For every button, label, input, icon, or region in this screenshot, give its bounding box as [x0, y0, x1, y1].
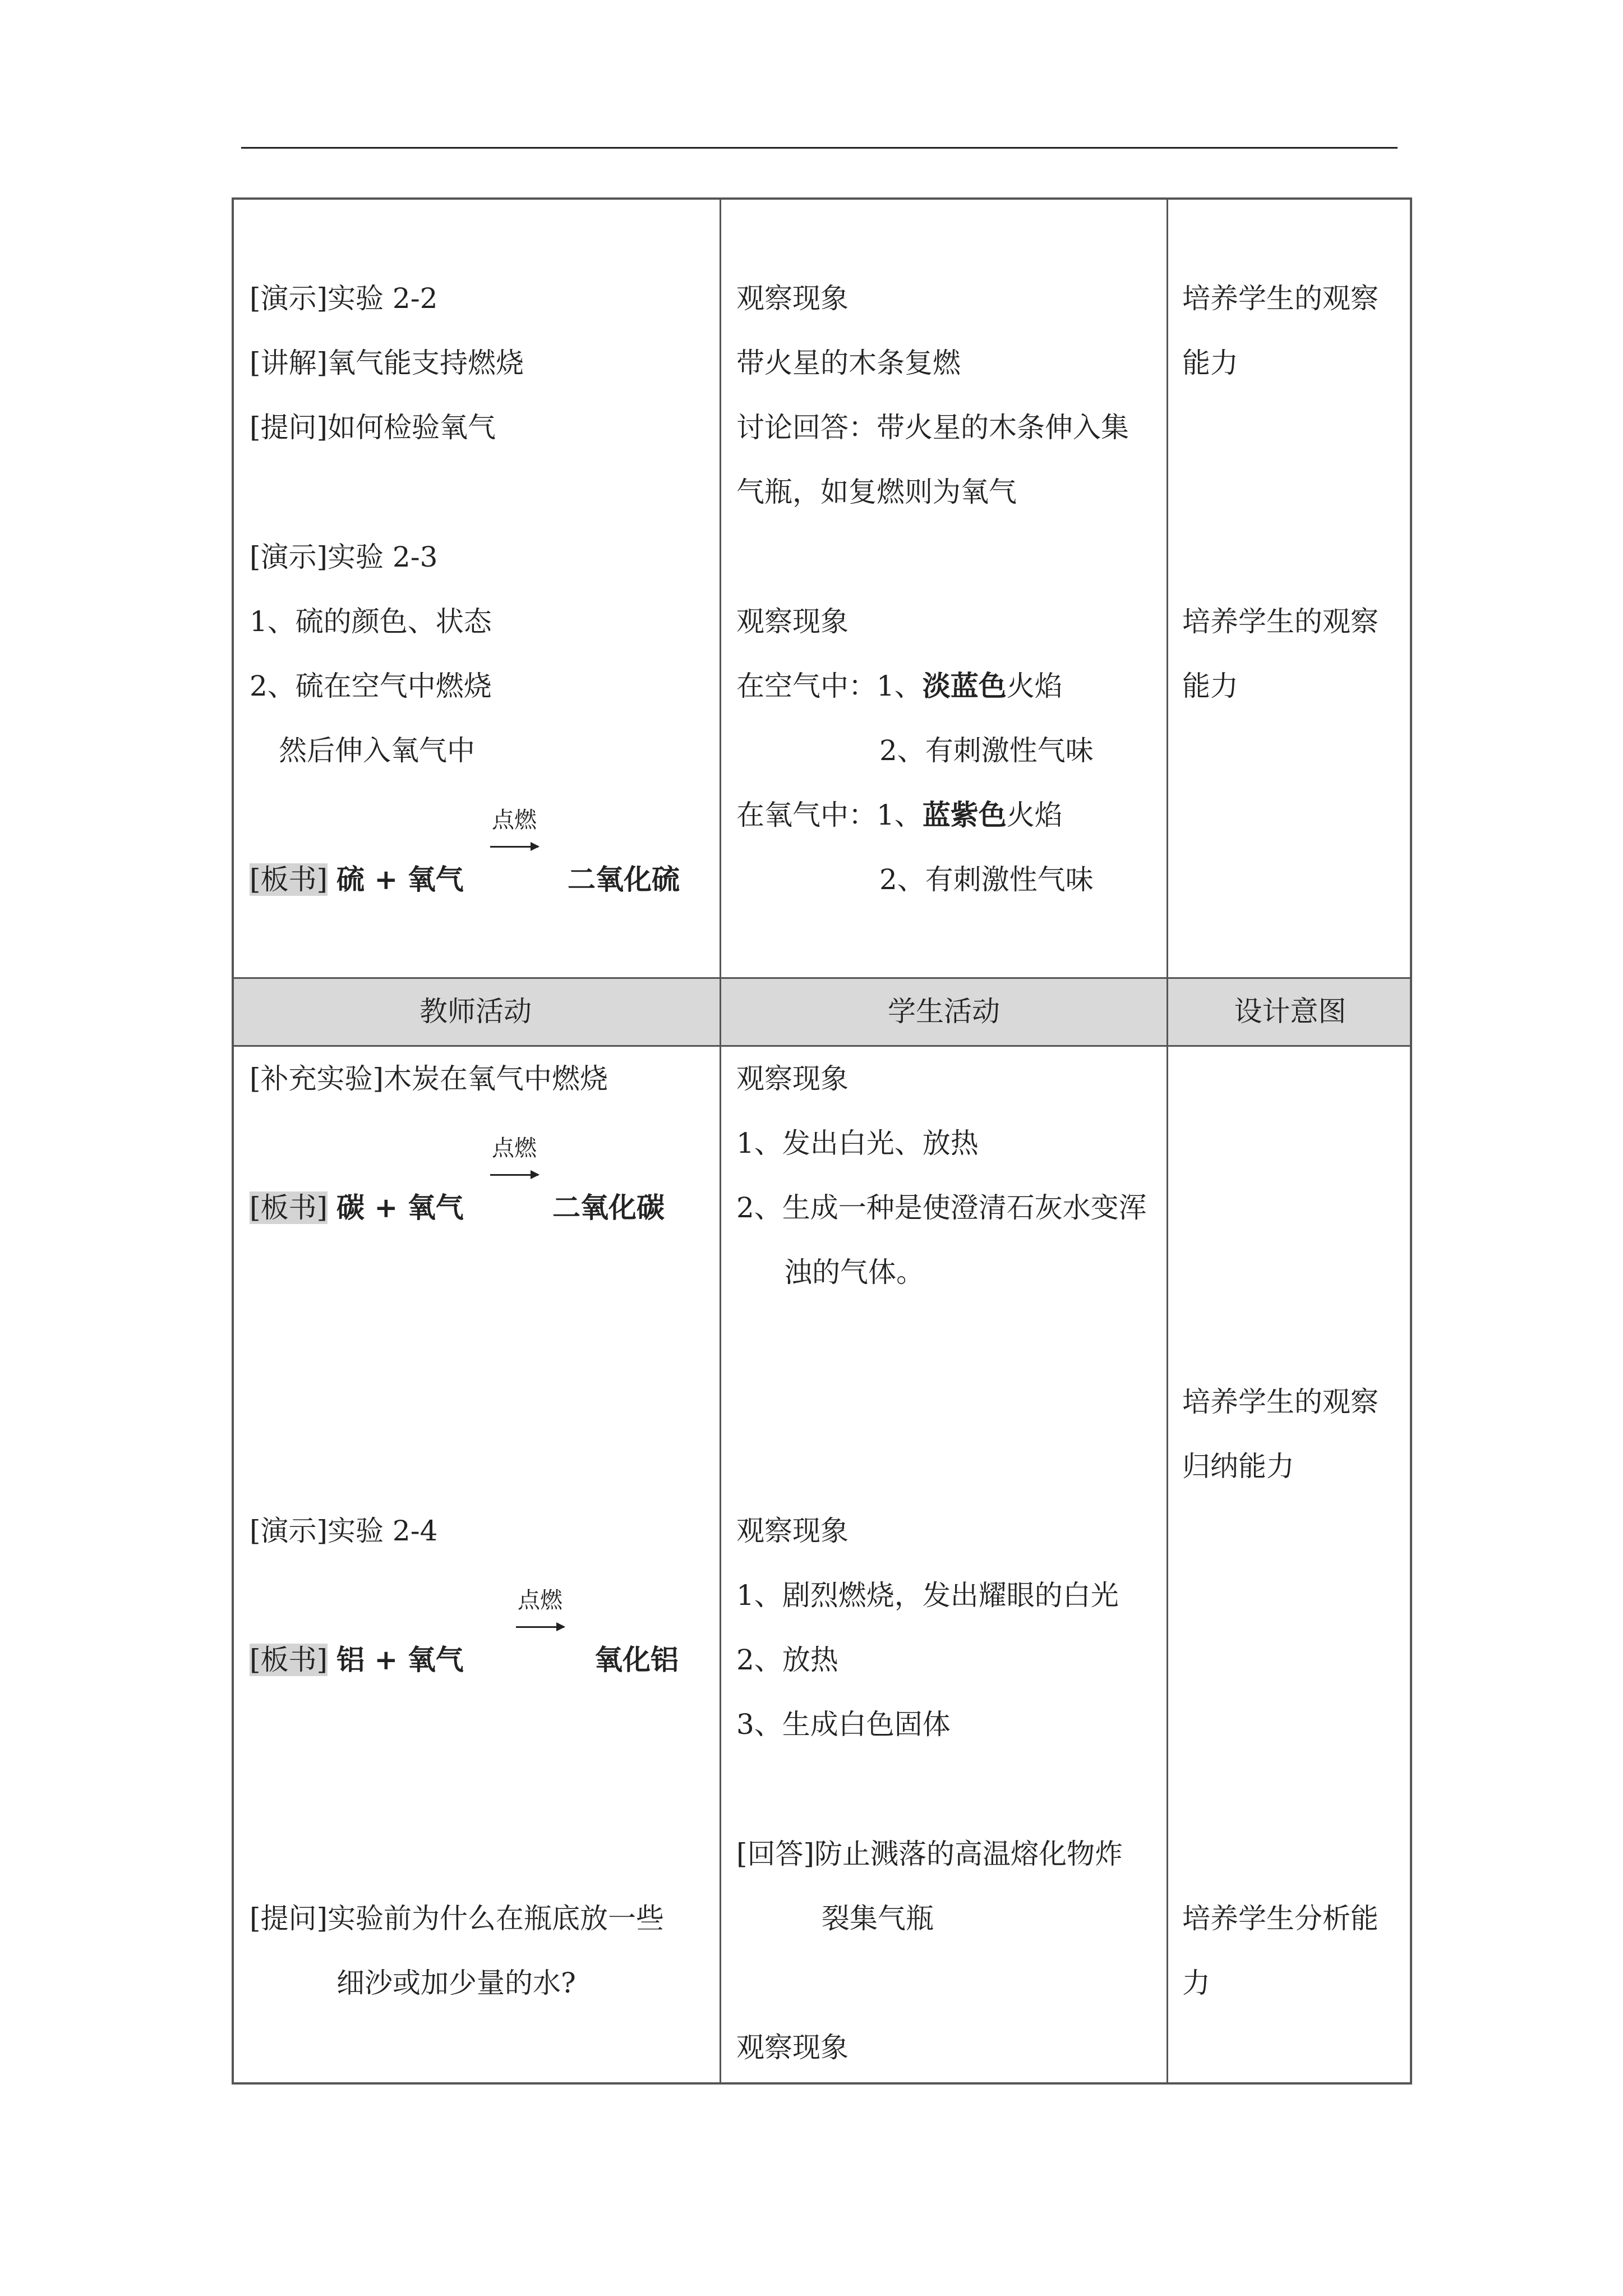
header-student-activity: 学生活动 — [888, 995, 1000, 1028]
student-line: 2、生成一种是使澄清石灰水变浑 — [736, 1191, 1147, 1224]
top-rule — [241, 147, 1398, 149]
column-divider — [720, 197, 721, 2085]
student-line: 观察现象 — [736, 2031, 849, 2064]
student-line: 观察现象 — [736, 1515, 849, 1547]
teacher-line: [演示]实验 2-4 — [250, 1515, 438, 1547]
student-line: 浊的气体。 — [784, 1256, 924, 1289]
equation-product: 二氧化硫 — [568, 863, 680, 896]
design-line: 力 — [1182, 1967, 1210, 1999]
reaction-arrow — [490, 846, 538, 848]
student-line: 气瓶，如复燃则为氧气 — [736, 476, 1017, 508]
equation-reactants: 碳 + 氧气 — [336, 1191, 464, 1224]
board-tag: [板书] — [250, 863, 328, 896]
observation-in-air: 在空气中：1、淡蓝色火焰 — [736, 669, 1063, 702]
student-line: 2、放热 — [736, 1644, 838, 1676]
student-answer: [回答]防止溅落的高温熔化物炸 — [736, 1838, 1123, 1870]
student-line: 讨论回答：带火星的木条伸入集 — [736, 411, 1129, 444]
equation-product: 二氧化碳 — [552, 1191, 665, 1224]
student-line: 2、有刺激性气味 — [879, 734, 1094, 767]
student-line: 带火星的木条复燃 — [736, 347, 961, 379]
board-tag: [板书] — [250, 1644, 328, 1676]
student-line: 1、发出白光、放热 — [736, 1127, 979, 1159]
teacher-line: 1、硫的颜色、状态 — [250, 605, 492, 638]
row-divider — [232, 1045, 1412, 1047]
student-line: 3、生成白色固体 — [736, 1708, 951, 1741]
reaction-arrow — [516, 1626, 564, 1628]
student-answer: 裂集气瓶 — [822, 1902, 934, 1935]
teacher-line: [演示]实验 2-2 — [250, 282, 438, 315]
teacher-line: 然后伸入氧气中 — [279, 734, 475, 767]
row-divider — [232, 977, 1412, 979]
teacher-line: [讲解]氧气能支持燃烧 — [250, 347, 524, 379]
teacher-line: [补充实验]木炭在氧气中燃烧 — [250, 1062, 608, 1095]
reaction-condition: 点燃 — [518, 1588, 562, 1613]
reaction-condition: 点燃 — [492, 1135, 537, 1161]
header-teacher-activity: 教师活动 — [419, 995, 532, 1028]
reaction-condition: 点燃 — [492, 807, 537, 833]
student-line: 2、有刺激性气味 — [879, 863, 1094, 896]
teacher-line: [演示]实验 2-3 — [250, 541, 438, 573]
student-line: 1、剧烈燃烧，发出耀眼的白光 — [736, 1579, 1119, 1612]
design-line: 培养学生的观察 — [1182, 1386, 1378, 1418]
board-tag: [板书] — [250, 1191, 328, 1224]
student-line: 观察现象 — [736, 605, 849, 638]
equation-product: 氧化铝 — [594, 1643, 679, 1676]
design-line: 归纳能力 — [1182, 1450, 1294, 1483]
student-line: 观察现象 — [736, 1062, 849, 1095]
design-line: 能力 — [1182, 670, 1238, 702]
equation-reactants: 硫 + 氧气 — [336, 863, 464, 896]
student-line: 观察现象 — [736, 282, 849, 315]
teacher-question: [提问]实验前为什么在瓶底放一些 — [250, 1902, 665, 1935]
teacher-line: 2、硫在空气中燃烧 — [250, 670, 492, 702]
teacher-question: 细沙或加少量的水? — [336, 1967, 576, 1999]
design-line: 培养学生分析能 — [1182, 1902, 1378, 1935]
teacher-line: [提问]如何检验氧气 — [250, 411, 496, 444]
design-line: 培养学生的观察 — [1182, 605, 1378, 638]
observation-in-oxygen: 在氧气中：1、蓝紫色火焰 — [736, 798, 1063, 831]
reaction-arrow — [490, 1174, 538, 1176]
column-divider — [1166, 197, 1168, 2085]
design-line: 能力 — [1182, 347, 1238, 379]
equation-reactants: 铝 + 氧气 — [336, 1643, 464, 1676]
header-design-intent: 设计意图 — [1234, 995, 1347, 1028]
design-line: 培养学生的观察 — [1182, 282, 1378, 315]
